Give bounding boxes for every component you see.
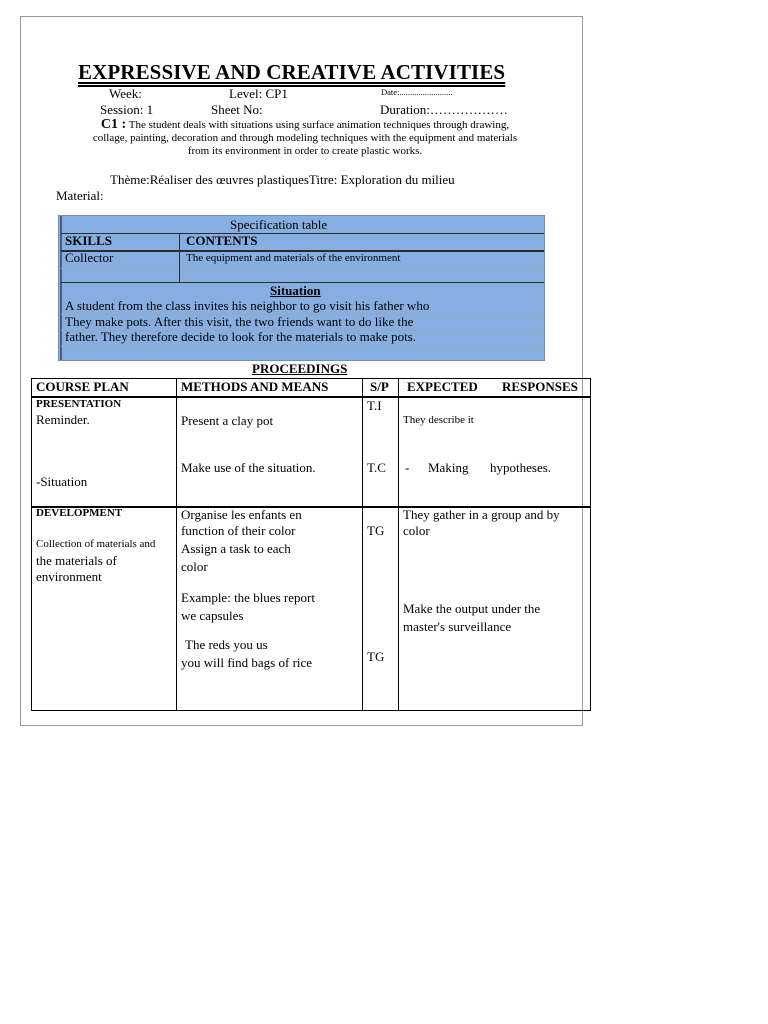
development-plan-line-3: environment [36,569,102,584]
presentation-sp-2: T.C [367,460,386,475]
header-methods: METHODS AND MEANS [181,379,329,394]
situation-line-3: father. They therefore decide to look for the materials to make pots. [65,329,416,344]
situation-line-2: They make pots. After this visit, the two friends want to do like the [65,314,414,329]
development-method-1: Organise les enfants en [181,507,302,522]
development-method-4: color [181,559,208,574]
presentation-heading: PRESENTATION [36,398,122,410]
competence-block [56,118,554,158]
proceedings-column-divider [398,379,399,710]
proceedings-table [31,378,591,711]
competence-label: C1 : [100,117,127,132]
week-field: Week: [109,86,142,101]
development-sp-2: TG [367,649,385,664]
presentation-sp-1: T.I [367,398,382,413]
presentation-method-1: Present a clay pot [181,413,274,428]
session-field: Session: 1 [100,102,154,117]
development-sp-1: TG [367,523,385,538]
date-field: Date:......................... [381,87,453,97]
development-plan-line-2: the materials of [36,553,117,568]
page-title: EXPRESSIVE AND CREATIVE ACTIVITIES [78,60,506,84]
spec-rule [61,233,544,234]
header-sp: S/P [370,379,389,394]
proceedings-column-divider [362,379,363,710]
proceedings-title: PROCEEDINGS [252,361,348,376]
presentation-method-2: Make use of the situation. [181,460,316,475]
development-response-2: color [403,523,430,538]
situation-title: Situation [270,283,321,298]
spec-skill-value: Collector [65,250,114,265]
presentation-response-1: They describe it [403,414,474,426]
development-response-3: Make the output under the [403,601,541,616]
development-response-4: master's surveillance [403,619,512,634]
spec-column-divider [179,233,180,283]
competence-line-1: The student deals with situations using surface animation techniques through drawing, [128,119,510,131]
situation-line-1: A student from the class invites his neighbor to go visit his father who [65,298,430,313]
theme-line: Thème:Réaliser des œuvres plastiquesTitre: Exploration du milieu [110,172,455,187]
spec-header-contents: CONTENTS [186,233,258,248]
spec-rule [61,346,544,347]
presentation-response-2-b: hypotheses. [490,460,552,475]
development-method-6: we capsules [181,608,244,623]
proceedings-column-divider [176,379,177,710]
development-plan-line-1: Collection of materials and [36,538,156,550]
development-method-5: Example: the blues report [181,590,315,605]
header-course-plan: COURSE PLAN [36,379,129,394]
specification-table [58,215,545,361]
development-method-8: you will find bags of rice [181,655,313,670]
development-method-3: Assign a task to each [181,541,291,556]
duration-field: Duration:……………… [380,102,508,117]
header-responses: RESPONSES [502,379,578,394]
spec-caption: Specification table [230,217,328,232]
presentation-response-2-a: Making [428,460,469,475]
development-heading: DEVELOPMENT [36,507,123,519]
header-expected: EXPECTED [407,379,478,394]
development-response-1: They gather in a group and by [403,507,560,522]
material-label: Material: [56,188,104,203]
spec-content-value: The equipment and materials of the environment [186,252,401,264]
sheet-no-field: Sheet No: [211,102,263,117]
presentation-reminder: Reminder. [36,412,90,427]
competence-line-2: collage, painting, decoration and through modeling techniques with the equipment and materials [92,132,518,144]
development-method-7: The reds you us [185,637,268,652]
presentation-situation: -Situation [36,474,88,489]
level-field: Level: CP1 [229,86,288,101]
spec-header-skills: SKILLS [65,233,112,248]
presentation-response-2-dash: - [405,460,410,475]
spec-rule [61,268,544,269]
spec-left-border [60,216,62,360]
competence-line-3: from its environment in order to create plastic works. [187,145,423,157]
development-method-2: function of their color [181,523,296,538]
